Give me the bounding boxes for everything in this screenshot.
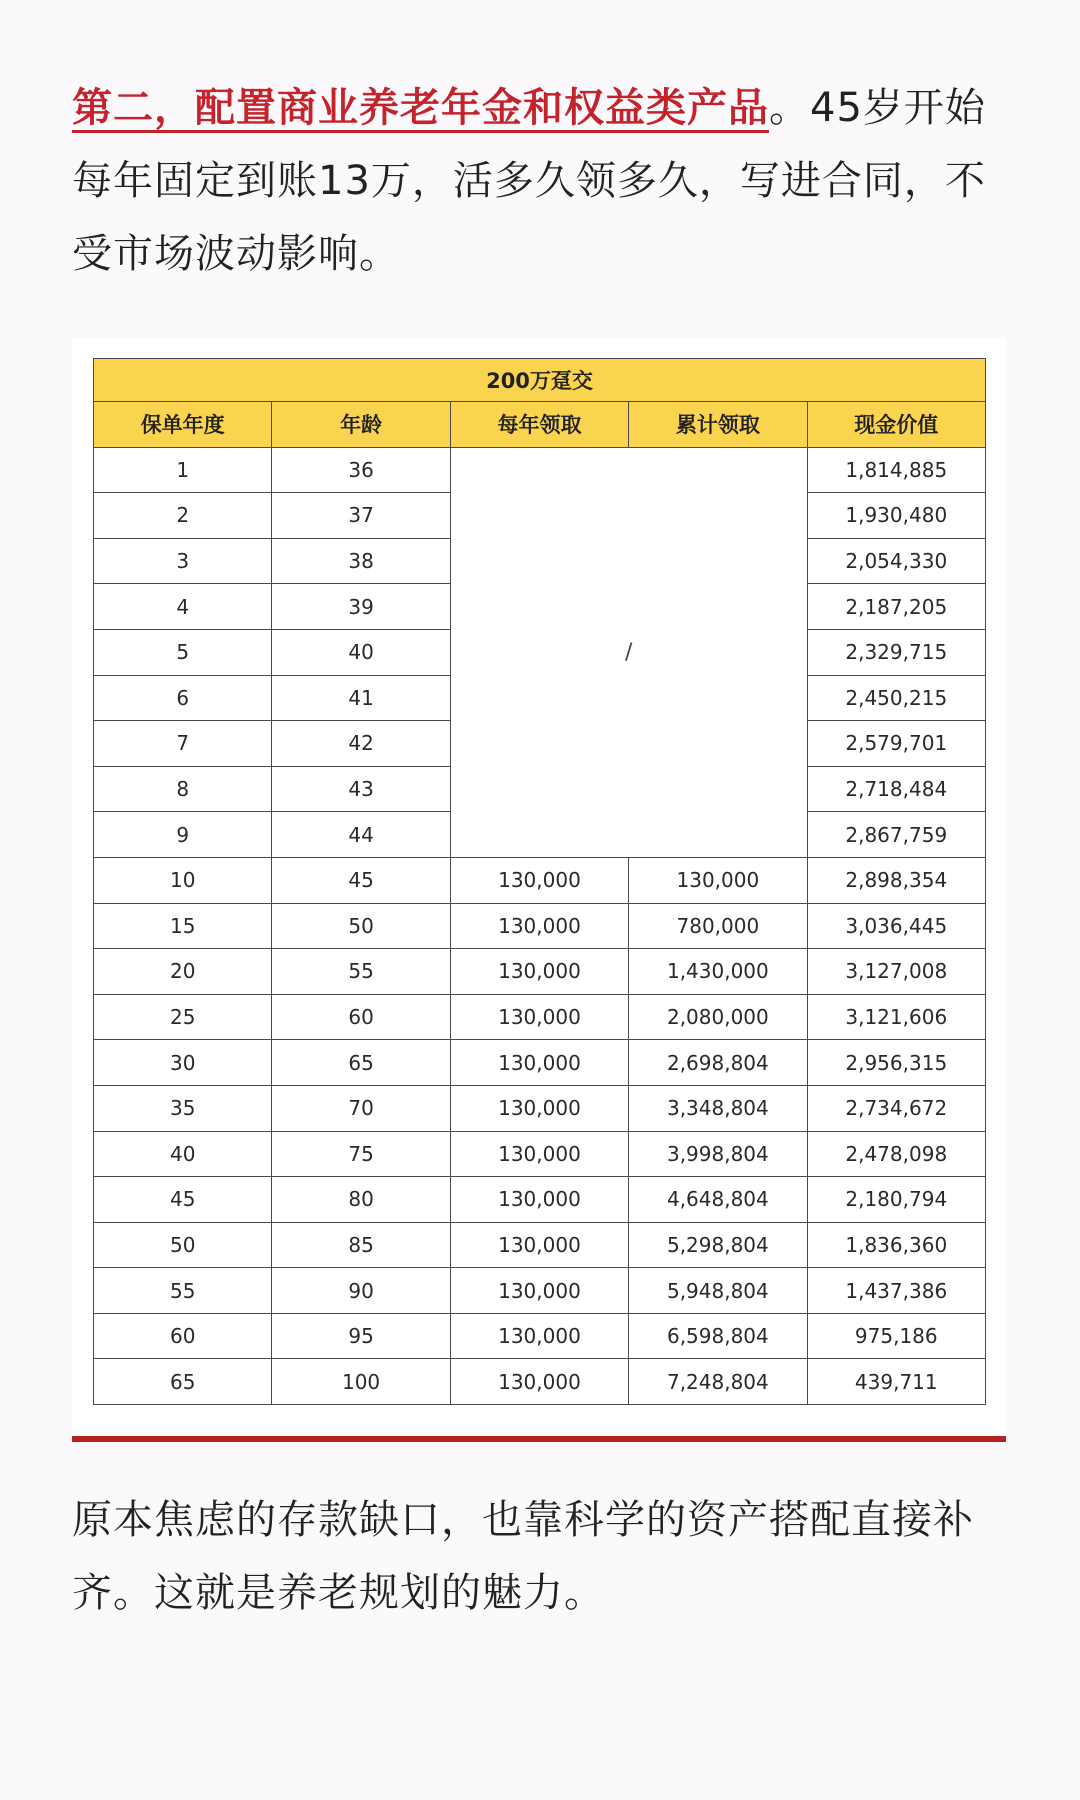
cash-value-cell: 2,718,484 (807, 766, 985, 812)
cumulative-payout-cell: 2,698,804 (629, 1040, 807, 1086)
policy-year-cell: 60 (94, 1313, 272, 1359)
table-row (94, 1085, 986, 1131)
age-cell: 60 (272, 994, 450, 1040)
plan-table-image (72, 338, 1006, 1440)
annual-payout-cell: 130,000 (450, 1313, 628, 1359)
cumulative-payout-cell: 780,000 (629, 903, 807, 949)
annual-payout-cell: 130,000 (450, 1085, 628, 1131)
cumulative-payout-cell: 1,430,000 (629, 949, 807, 995)
policy-year-cell: 4 (94, 584, 272, 630)
policy-year-cell: 50 (94, 1222, 272, 1268)
plan-table (93, 358, 986, 1405)
header-cumulative-payout: 累计领取 (629, 402, 807, 448)
cumulative-payout-cell: 3,348,804 (629, 1085, 807, 1131)
cumulative-payout-cell: 130,000 (629, 857, 807, 903)
cumulative-payout-cell: 7,248,804 (629, 1359, 807, 1405)
cash-value-cell: 2,579,701 (807, 721, 985, 767)
age-cell: 50 (272, 903, 450, 949)
table-row (94, 1313, 986, 1359)
age-cell: 80 (272, 1177, 450, 1223)
policy-year-cell: 2 (94, 493, 272, 539)
policy-year-cell: 25 (94, 994, 272, 1040)
age-cell: 44 (272, 812, 450, 858)
policy-year-cell: 40 (94, 1131, 272, 1177)
annual-payout-cell: 130,000 (450, 1040, 628, 1086)
age-cell: 90 (272, 1268, 450, 1314)
cash-value-cell: 3,127,008 (807, 949, 985, 995)
cash-value-cell: 3,121,606 (807, 994, 985, 1040)
table-row (94, 1222, 986, 1268)
table-row (94, 1040, 986, 1086)
table-row (94, 903, 986, 949)
no-payout-cell: / (450, 447, 807, 857)
age-cell: 65 (272, 1040, 450, 1086)
annual-payout-cell: 130,000 (450, 857, 628, 903)
section-divider (72, 1436, 1006, 1442)
cumulative-payout-cell: 4,648,804 (629, 1177, 807, 1223)
annual-payout-cell: 130,000 (450, 1131, 628, 1177)
age-cell: 42 (272, 721, 450, 767)
age-cell: 43 (272, 766, 450, 812)
table-row (94, 857, 986, 903)
age-cell: 45 (272, 857, 450, 903)
policy-year-cell: 15 (94, 903, 272, 949)
age-cell: 36 (272, 447, 450, 493)
intro-paragraph (72, 72, 1012, 291)
policy-year-cell: 1 (94, 447, 272, 493)
age-cell: 75 (272, 1131, 450, 1177)
age-cell: 37 (272, 493, 450, 539)
table-row (94, 1359, 986, 1405)
table-row (94, 1268, 986, 1314)
cash-value-cell: 2,054,330 (807, 538, 985, 584)
intro-text: 。45岁开始每年固定到账13万，活多久领多久，写进合同，不受市场波动影响。 (72, 85, 986, 277)
cumulative-payout-cell: 5,298,804 (629, 1222, 807, 1268)
cash-value-cell: 2,734,672 (807, 1085, 985, 1131)
policy-year-cell: 30 (94, 1040, 272, 1086)
header-cash-value: 现金价值 (807, 402, 985, 448)
cumulative-payout-cell: 5,948,804 (629, 1268, 807, 1314)
cash-value-cell: 439,711 (807, 1359, 985, 1405)
annual-payout-cell: 130,000 (450, 1177, 628, 1223)
age-cell: 38 (272, 538, 450, 584)
age-cell: 100 (272, 1359, 450, 1405)
table-title: 200万趸交 (94, 359, 986, 402)
age-cell: 41 (272, 675, 450, 721)
annual-payout-cell: 130,000 (450, 1359, 628, 1405)
cash-value-cell: 1,836,360 (807, 1222, 985, 1268)
cash-value-cell: 2,956,315 (807, 1040, 985, 1086)
cumulative-payout-cell: 2,080,000 (629, 994, 807, 1040)
policy-year-cell: 8 (94, 766, 272, 812)
cash-value-cell: 1,814,885 (807, 447, 985, 493)
table-row (94, 447, 986, 493)
policy-year-cell: 35 (94, 1085, 272, 1131)
outro-paragraph: 原本焦虑的存款缺口，也靠科学的资产搭配直接补齐。这就是养老规划的魅力。 (72, 1497, 974, 1616)
age-cell: 70 (272, 1085, 450, 1131)
age-cell: 39 (272, 584, 450, 630)
policy-year-cell: 3 (94, 538, 272, 584)
annual-payout-cell: 130,000 (450, 994, 628, 1040)
cash-value-cell: 2,478,098 (807, 1131, 985, 1177)
cash-value-cell: 3,036,445 (807, 903, 985, 949)
age-cell: 40 (272, 629, 450, 675)
age-cell: 95 (272, 1313, 450, 1359)
cash-value-cell: 2,898,354 (807, 857, 985, 903)
table-row (94, 1131, 986, 1177)
age-cell: 85 (272, 1222, 450, 1268)
policy-year-cell: 5 (94, 629, 272, 675)
table-row (94, 949, 986, 995)
policy-year-cell: 20 (94, 949, 272, 995)
annual-payout-cell: 130,000 (450, 903, 628, 949)
policy-year-cell: 45 (94, 1177, 272, 1223)
intro-highlight: 第二，配置商业养老年金和权益类产品 (72, 85, 769, 131)
age-cell: 55 (272, 949, 450, 995)
header-annual-payout: 每年领取 (450, 402, 628, 448)
cash-value-cell: 1,437,386 (807, 1268, 985, 1314)
header-age: 年龄 (272, 402, 450, 448)
policy-year-cell: 55 (94, 1268, 272, 1314)
cumulative-payout-cell: 3,998,804 (629, 1131, 807, 1177)
annual-payout-cell: 130,000 (450, 949, 628, 995)
cash-value-cell: 2,450,215 (807, 675, 985, 721)
policy-year-cell: 10 (94, 857, 272, 903)
table-row (94, 1177, 986, 1223)
cash-value-cell: 1,930,480 (807, 493, 985, 539)
policy-year-cell: 9 (94, 812, 272, 858)
annual-payout-cell: 130,000 (450, 1222, 628, 1268)
cumulative-payout-cell: 6,598,804 (629, 1313, 807, 1359)
table-header-row (94, 402, 986, 448)
policy-year-cell: 65 (94, 1359, 272, 1405)
annual-payout-cell: 130,000 (450, 1268, 628, 1314)
policy-year-cell: 6 (94, 675, 272, 721)
policy-year-cell: 7 (94, 721, 272, 767)
cash-value-cell: 2,180,794 (807, 1177, 985, 1223)
header-policy-year: 保单年度 (94, 402, 272, 448)
cash-value-cell: 2,329,715 (807, 629, 985, 675)
cash-value-cell: 2,187,205 (807, 584, 985, 630)
table-row (94, 994, 986, 1040)
cash-value-cell: 2,867,759 (807, 812, 985, 858)
cash-value-cell: 975,186 (807, 1313, 985, 1359)
table-body (94, 447, 986, 1404)
